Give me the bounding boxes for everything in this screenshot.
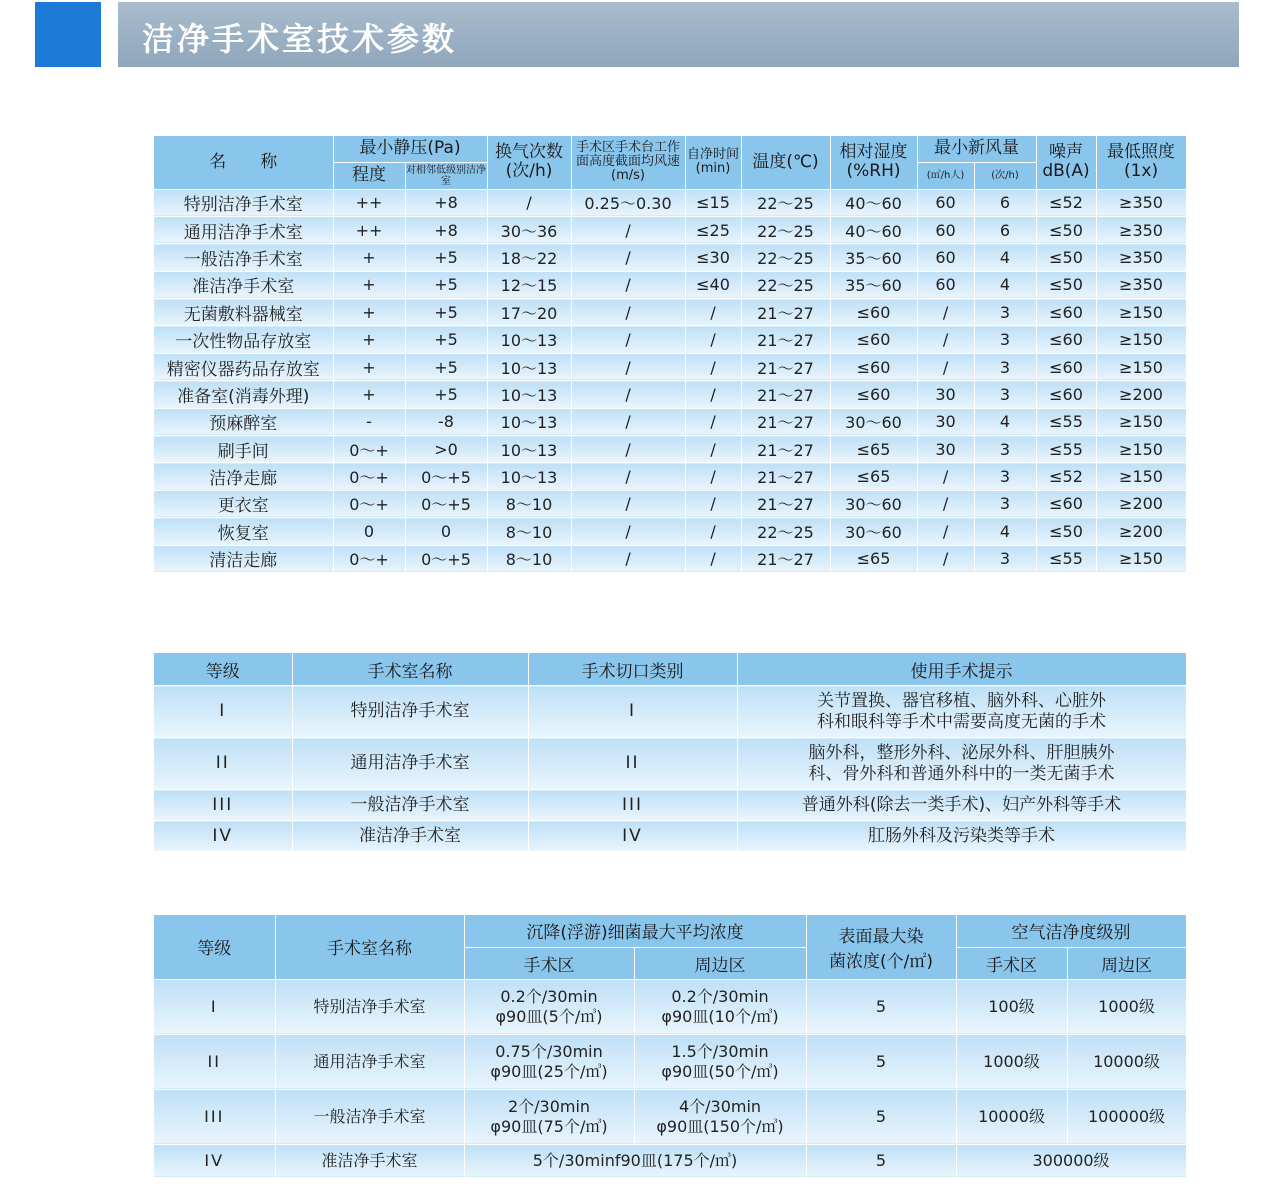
room-name-cell: 清洁走廊 bbox=[154, 545, 333, 572]
t2-header-tip: 使用手术提示 bbox=[737, 653, 1186, 686]
pressure-degree-cell: - bbox=[333, 408, 405, 435]
room-name-cell: 一次性物品存放室 bbox=[154, 326, 333, 353]
wind-speed-cell: / bbox=[571, 299, 685, 326]
fresh-air-cell: 30 bbox=[917, 408, 974, 435]
wind-speed-cell: / bbox=[571, 436, 685, 463]
humidity-cell: ≤60 bbox=[830, 299, 917, 326]
noise-cell: ≤52 bbox=[1036, 189, 1096, 216]
t3-header-room-name: 手术室名称 bbox=[275, 915, 464, 979]
wind-speed-cell: / bbox=[571, 326, 685, 353]
fresh-air-rate-cell: 3 bbox=[974, 353, 1036, 380]
operating-zone-cell bbox=[464, 1034, 634, 1089]
room-name-cell: 准洁净手术室 bbox=[292, 821, 528, 852]
fresh-air-cell: 60 bbox=[917, 189, 974, 216]
header-fresh-air-unit1: (㎥/h人) bbox=[917, 162, 974, 189]
fresh-air-rate-cell: 3 bbox=[974, 299, 1036, 326]
temperature-cell: 22～25 bbox=[741, 189, 830, 216]
fresh-air-rate-cell: 6 bbox=[974, 216, 1036, 243]
bacteria-cleanliness-table bbox=[154, 915, 1187, 1178]
pressure-adjacent-cell: +5 bbox=[405, 326, 487, 353]
self-clean-cell: / bbox=[685, 326, 741, 353]
humidity-cell: 30～60 bbox=[830, 408, 917, 435]
room-name-cell: 准洁净手术室 bbox=[154, 271, 333, 298]
wind-speed-cell: / bbox=[571, 353, 685, 380]
header-humidity bbox=[830, 136, 917, 189]
t3-header-clean-operating: 手术区 bbox=[956, 947, 1067, 979]
wind-speed-cell: / bbox=[571, 271, 685, 298]
operating-room-grade-table bbox=[154, 653, 1187, 852]
noise-cell: ≤55 bbox=[1036, 408, 1096, 435]
pressure-degree-cell: 0～+ bbox=[333, 490, 405, 517]
table-row bbox=[154, 1144, 1186, 1177]
table-row bbox=[154, 326, 1186, 353]
table-row bbox=[154, 381, 1186, 408]
table-row bbox=[154, 408, 1186, 435]
table-row bbox=[154, 979, 1186, 1034]
t3-header-operating-zone: 手术区 bbox=[464, 947, 634, 979]
technical-parameters-table bbox=[154, 136, 1187, 573]
t2-header-room-name: 手术室名称 bbox=[292, 653, 528, 686]
air-change-cell: / bbox=[487, 189, 571, 216]
air-change-cell: 10～13 bbox=[487, 436, 571, 463]
self-clean-cell: / bbox=[685, 436, 741, 463]
pressure-adjacent-cell: +8 bbox=[405, 216, 487, 243]
fresh-air-rate-cell: 3 bbox=[974, 436, 1036, 463]
pressure-degree-cell: + bbox=[333, 381, 405, 408]
grade-cell: III bbox=[154, 1089, 275, 1144]
value-line: φ90皿(150个/㎥) bbox=[656, 1116, 784, 1136]
clean-operating-cell: 10000级 bbox=[956, 1089, 1067, 1144]
pressure-adjacent-cell: +5 bbox=[405, 381, 487, 408]
tip-cell bbox=[737, 738, 1186, 790]
table-row bbox=[154, 216, 1186, 243]
room-name-cell: 准备室(消毒外理) bbox=[154, 381, 333, 408]
illuminance-cell: ≥200 bbox=[1096, 490, 1186, 517]
tip-line: 关节置换、器官移植、脑外科、心脏外 bbox=[817, 690, 1106, 711]
table-row bbox=[154, 738, 1186, 790]
table-row bbox=[154, 821, 1186, 852]
wind-speed-cell: / bbox=[571, 490, 685, 517]
header-noise bbox=[1036, 136, 1096, 189]
room-name-cell: 特别洁净手术室 bbox=[292, 686, 528, 738]
grade-cell: IV bbox=[154, 821, 292, 852]
temperature-cell: 21～27 bbox=[741, 326, 830, 353]
room-name-cell: 精密仪器药品存放室 bbox=[154, 353, 333, 380]
fresh-air-rate-cell: 3 bbox=[974, 490, 1036, 517]
operating-zone-cell bbox=[464, 1089, 634, 1144]
self-clean-cell: ≤30 bbox=[685, 244, 741, 271]
illuminance-cell: ≥150 bbox=[1096, 545, 1186, 572]
room-name-cell: 通用洁净手术室 bbox=[275, 1034, 464, 1089]
illuminance-cell: ≥150 bbox=[1096, 326, 1186, 353]
grade-cell: II bbox=[154, 738, 292, 790]
value-line: φ90皿(5个/㎥) bbox=[495, 1006, 603, 1026]
humidity-cell: 35～60 bbox=[830, 271, 917, 298]
room-name-cell: 特别洁净手术室 bbox=[154, 189, 333, 216]
header-self-clean-text: 自净时间(min) bbox=[687, 147, 740, 177]
tip-cell: 肛肠外科及污染类等手术 bbox=[737, 821, 1186, 852]
noise-cell: ≤60 bbox=[1036, 490, 1096, 517]
fresh-air-rate-cell: 6 bbox=[974, 189, 1036, 216]
fresh-air-cell: / bbox=[917, 518, 974, 545]
t3-header-surface bbox=[806, 915, 956, 979]
illuminance-cell: ≥150 bbox=[1096, 408, 1186, 435]
fresh-air-cell: / bbox=[917, 353, 974, 380]
pressure-degree-cell: + bbox=[333, 271, 405, 298]
self-clean-cell: / bbox=[685, 408, 741, 435]
tip-line: 科、骨外科和普通外科中的一类无菌手术 bbox=[808, 763, 1115, 784]
fresh-air-cell: 60 bbox=[917, 271, 974, 298]
header-temperature: 温度(℃) bbox=[741, 136, 830, 189]
header-name: 名 称 bbox=[154, 136, 333, 189]
peripheral-zone-cell bbox=[634, 1089, 806, 1144]
value-line: 0.75个/30min bbox=[495, 1041, 603, 1061]
wind-speed-cell: / bbox=[571, 381, 685, 408]
table-row bbox=[154, 1089, 1186, 1144]
self-clean-cell: / bbox=[685, 353, 741, 380]
pressure-adjacent-cell: 0～+5 bbox=[405, 545, 487, 572]
header-fresh-air-unit2: (次/h) bbox=[974, 162, 1036, 189]
t2-header-grade: 等级 bbox=[154, 653, 292, 686]
grade-cell: II bbox=[154, 1034, 275, 1089]
room-name-cell: 一般洁净手术室 bbox=[154, 244, 333, 271]
illuminance-cell: ≥350 bbox=[1096, 216, 1186, 243]
room-name-cell: 通用洁净手术室 bbox=[154, 216, 333, 243]
t3-header-cleanliness: 空气洁净度级别 bbox=[956, 915, 1186, 947]
pressure-degree-cell: + bbox=[333, 244, 405, 271]
surface-cell: 5 bbox=[806, 1144, 956, 1177]
t3-header-surface-line2: 菌浓度(个/㎡) bbox=[829, 951, 934, 972]
header-self-clean bbox=[685, 136, 741, 189]
surface-cell: 5 bbox=[806, 1034, 956, 1089]
noise-cell: ≤50 bbox=[1036, 271, 1096, 298]
fresh-air-cell: / bbox=[917, 463, 974, 490]
air-change-cell: 8～10 bbox=[487, 545, 571, 572]
room-name-cell: 准洁净手术室 bbox=[275, 1144, 464, 1177]
illuminance-cell: ≥150 bbox=[1096, 436, 1186, 463]
temperature-cell: 21～27 bbox=[741, 408, 830, 435]
wind-speed-cell: / bbox=[571, 216, 685, 243]
fresh-air-cell: / bbox=[917, 545, 974, 572]
table-row bbox=[154, 436, 1186, 463]
value-line: 2个/30min bbox=[507, 1096, 591, 1116]
t3-header-bacteria: 沉降(浮游)细菌最大平均浓度 bbox=[464, 915, 806, 947]
header-pressure-adjacent bbox=[405, 162, 487, 189]
humidity-cell: ≤60 bbox=[830, 381, 917, 408]
noise-cell: ≤60 bbox=[1036, 299, 1096, 326]
grade-cell: I bbox=[154, 979, 275, 1034]
header-wind-speed bbox=[571, 136, 685, 189]
tip-cell: 普通外科(除去一类手术)、妇产外科等手术 bbox=[737, 790, 1186, 821]
value-line: 1.5个/30min bbox=[671, 1041, 769, 1061]
header-static-pressure: 最小静压(Pa) bbox=[333, 136, 487, 162]
room-name-cell: 更衣室 bbox=[154, 490, 333, 517]
noise-cell: ≤50 bbox=[1036, 518, 1096, 545]
bacteria-combined-cell: 5个/30minf90皿(175个/㎥) bbox=[464, 1144, 806, 1177]
self-clean-cell: / bbox=[685, 490, 741, 517]
room-name-cell: 通用洁净手术室 bbox=[292, 738, 528, 790]
table-row bbox=[154, 463, 1186, 490]
temperature-cell: 21～27 bbox=[741, 353, 830, 380]
value-line: 0.2个/30min bbox=[500, 986, 598, 1006]
clean-combined-cell: 300000级 bbox=[956, 1144, 1186, 1177]
fresh-air-rate-cell: 3 bbox=[974, 545, 1036, 572]
value-line: 4个/30min bbox=[678, 1096, 762, 1116]
fresh-air-rate-cell: 4 bbox=[974, 518, 1036, 545]
clean-operating-cell: 1000级 bbox=[956, 1034, 1067, 1089]
header-bar bbox=[118, 2, 1239, 67]
room-name-cell: 特别洁净手术室 bbox=[275, 979, 464, 1034]
tip-cell bbox=[737, 686, 1186, 738]
fresh-air-rate-cell: 3 bbox=[974, 463, 1036, 490]
header-illuminance-text: 最低照度(1x) bbox=[1107, 142, 1176, 182]
air-change-cell: 10～13 bbox=[487, 408, 571, 435]
pressure-adjacent-cell: +5 bbox=[405, 299, 487, 326]
pressure-adjacent-cell: 0 bbox=[405, 518, 487, 545]
humidity-cell: ≤65 bbox=[830, 436, 917, 463]
noise-cell: ≤60 bbox=[1036, 326, 1096, 353]
value-line: φ90皿(75个/㎥) bbox=[490, 1116, 608, 1136]
table-row bbox=[154, 518, 1186, 545]
humidity-cell: 30～60 bbox=[830, 490, 917, 517]
fresh-air-cell: 30 bbox=[917, 436, 974, 463]
self-clean-cell: / bbox=[685, 381, 741, 408]
grade-cell: I bbox=[154, 686, 292, 738]
noise-cell: ≤50 bbox=[1036, 216, 1096, 243]
fresh-air-cell: / bbox=[917, 326, 974, 353]
peripheral-zone-cell bbox=[634, 979, 806, 1034]
temperature-cell: 21～27 bbox=[741, 436, 830, 463]
grade-cell: III bbox=[154, 790, 292, 821]
wind-speed-cell: / bbox=[571, 545, 685, 572]
humidity-cell: ≤65 bbox=[830, 463, 917, 490]
noise-cell: ≤52 bbox=[1036, 463, 1096, 490]
wind-speed-cell: 0.25～0.30 bbox=[571, 189, 685, 216]
room-name-cell: 刷手间 bbox=[154, 436, 333, 463]
pressure-adjacent-cell: +5 bbox=[405, 271, 487, 298]
humidity-cell: 40～60 bbox=[830, 216, 917, 243]
clean-peripheral-cell: 100000级 bbox=[1067, 1089, 1186, 1144]
table-row bbox=[154, 490, 1186, 517]
humidity-cell: 30～60 bbox=[830, 518, 917, 545]
noise-cell: ≤60 bbox=[1036, 381, 1096, 408]
noise-cell: ≤55 bbox=[1036, 436, 1096, 463]
incision-cell: IV bbox=[528, 821, 737, 852]
illuminance-cell: ≥150 bbox=[1096, 299, 1186, 326]
humidity-cell: ≤60 bbox=[830, 326, 917, 353]
humidity-cell: ≤60 bbox=[830, 353, 917, 380]
pressure-degree-cell: + bbox=[333, 326, 405, 353]
self-clean-cell: / bbox=[685, 518, 741, 545]
table-row bbox=[154, 244, 1186, 271]
pressure-degree-cell: 0～+ bbox=[333, 436, 405, 463]
t3-header-surface-line1: 表面最大染 bbox=[838, 926, 924, 947]
self-clean-cell: / bbox=[685, 299, 741, 326]
pressure-degree-cell: ++ bbox=[333, 216, 405, 243]
illuminance-cell: ≥350 bbox=[1096, 271, 1186, 298]
fresh-air-rate-cell: 3 bbox=[974, 381, 1036, 408]
table-row bbox=[154, 1034, 1186, 1089]
air-change-cell: 8～10 bbox=[487, 490, 571, 517]
fresh-air-cell: / bbox=[917, 299, 974, 326]
table-row bbox=[154, 686, 1186, 738]
self-clean-cell: ≤40 bbox=[685, 271, 741, 298]
illuminance-cell: ≥350 bbox=[1096, 189, 1186, 216]
value-line: φ90皿(50个/㎥) bbox=[661, 1061, 779, 1081]
table-row bbox=[154, 353, 1186, 380]
tip-line: 脑外科，整形外科、泌尿外科、肝胆胰外 bbox=[808, 742, 1115, 763]
self-clean-cell: / bbox=[685, 463, 741, 490]
pressure-adjacent-cell: +8 bbox=[405, 189, 487, 216]
air-change-cell: 12～15 bbox=[487, 271, 571, 298]
temperature-cell: 22～25 bbox=[741, 244, 830, 271]
pressure-degree-cell: 0～+ bbox=[333, 545, 405, 572]
incision-cell: II bbox=[528, 738, 737, 790]
noise-cell: ≤50 bbox=[1036, 244, 1096, 271]
value-line: φ90皿(25个/㎥) bbox=[490, 1061, 608, 1081]
table-row bbox=[154, 545, 1186, 572]
room-name-cell: 预麻醉室 bbox=[154, 408, 333, 435]
table-row bbox=[154, 189, 1186, 216]
illuminance-cell: ≥150 bbox=[1096, 353, 1186, 380]
illuminance-cell: ≥200 bbox=[1096, 518, 1186, 545]
wind-speed-cell: / bbox=[571, 244, 685, 271]
pressure-degree-cell: 0～+ bbox=[333, 463, 405, 490]
illuminance-cell: ≥350 bbox=[1096, 244, 1186, 271]
t2-header-incision: 手术切口类别 bbox=[528, 653, 737, 686]
fresh-air-rate-cell: 4 bbox=[974, 271, 1036, 298]
header-fresh-air: 最小新风量 bbox=[917, 136, 1036, 162]
temperature-cell: 21～27 bbox=[741, 545, 830, 572]
self-clean-cell: ≤15 bbox=[685, 189, 741, 216]
pressure-adjacent-cell: -8 bbox=[405, 408, 487, 435]
air-change-cell: 10～13 bbox=[487, 353, 571, 380]
wind-speed-cell: / bbox=[571, 463, 685, 490]
room-name-cell: 一般洁净手术室 bbox=[275, 1089, 464, 1144]
grade-cell: IV bbox=[154, 1144, 275, 1177]
header-air-change bbox=[487, 136, 571, 189]
room-name-cell: 无菌敷料器械室 bbox=[154, 299, 333, 326]
header-accent-block bbox=[35, 2, 101, 67]
fresh-air-cell: / bbox=[917, 490, 974, 517]
noise-cell: ≤60 bbox=[1036, 353, 1096, 380]
header-pressure-degree: 程度 bbox=[333, 162, 405, 189]
pressure-adjacent-cell: +5 bbox=[405, 244, 487, 271]
table-row bbox=[154, 299, 1186, 326]
t3-header-clean-peripheral: 周边区 bbox=[1067, 947, 1186, 979]
noise-cell: ≤55 bbox=[1036, 545, 1096, 572]
temperature-cell: 22～25 bbox=[741, 216, 830, 243]
pressure-degree-cell: + bbox=[333, 299, 405, 326]
wind-speed-cell: / bbox=[571, 408, 685, 435]
humidity-cell: 35～60 bbox=[830, 244, 917, 271]
tip-line: 科和眼科等手术中需要高度无菌的手术 bbox=[817, 711, 1106, 732]
air-change-cell: 17～20 bbox=[487, 299, 571, 326]
pressure-degree-cell: + bbox=[333, 353, 405, 380]
header-wind-speed-text: 手术区手术台工作面高度截面均风速(m/s) bbox=[576, 140, 681, 184]
temperature-cell: 21～27 bbox=[741, 381, 830, 408]
air-change-cell: 8～10 bbox=[487, 518, 571, 545]
temperature-cell: 21～27 bbox=[741, 463, 830, 490]
fresh-air-cell: 60 bbox=[917, 216, 974, 243]
table-row bbox=[154, 790, 1186, 821]
self-clean-cell: ≤25 bbox=[685, 216, 741, 243]
air-change-cell: 10～13 bbox=[487, 463, 571, 490]
pressure-degree-cell: ++ bbox=[333, 189, 405, 216]
self-clean-cell: / bbox=[685, 545, 741, 572]
table-row bbox=[154, 271, 1186, 298]
wind-speed-cell: / bbox=[571, 518, 685, 545]
fresh-air-cell: 30 bbox=[917, 381, 974, 408]
temperature-cell: 21～27 bbox=[741, 299, 830, 326]
room-name-cell: 恢复室 bbox=[154, 518, 333, 545]
page-title: 洁净手术室技术参数 bbox=[142, 20, 458, 58]
header-illuminance bbox=[1096, 136, 1186, 189]
operating-zone-cell bbox=[464, 979, 634, 1034]
fresh-air-rate-cell: 3 bbox=[974, 326, 1036, 353]
illuminance-cell: ≥200 bbox=[1096, 381, 1186, 408]
air-change-cell: 10～13 bbox=[487, 326, 571, 353]
temperature-cell: 21～27 bbox=[741, 490, 830, 517]
header-air-change-text: 换气次数(次/h) bbox=[495, 142, 564, 182]
air-change-cell: 18～22 bbox=[487, 244, 571, 271]
room-name-cell: 一般洁净手术室 bbox=[292, 790, 528, 821]
air-change-cell: 10～13 bbox=[487, 381, 571, 408]
pressure-adjacent-cell: 0～+5 bbox=[405, 490, 487, 517]
incision-cell: III bbox=[528, 790, 737, 821]
fresh-air-rate-cell: 4 bbox=[974, 244, 1036, 271]
humidity-cell: ≤65 bbox=[830, 545, 917, 572]
fresh-air-cell: 60 bbox=[917, 244, 974, 271]
surface-cell: 5 bbox=[806, 979, 956, 1034]
surface-cell: 5 bbox=[806, 1089, 956, 1144]
temperature-cell: 22～25 bbox=[741, 518, 830, 545]
pressure-adjacent-cell: >0 bbox=[405, 436, 487, 463]
clean-peripheral-cell: 10000级 bbox=[1067, 1034, 1186, 1089]
header-noise-text: 噪声dB(A) bbox=[1042, 142, 1090, 182]
clean-operating-cell: 100级 bbox=[956, 979, 1067, 1034]
fresh-air-rate-cell: 4 bbox=[974, 408, 1036, 435]
air-change-cell: 30～36 bbox=[487, 216, 571, 243]
t3-header-peripheral-zone: 周边区 bbox=[634, 947, 806, 979]
room-name-cell: 洁净走廊 bbox=[154, 463, 333, 490]
header-humidity-text: 相对湿度(%RH) bbox=[839, 142, 908, 182]
pressure-degree-cell: 0 bbox=[333, 518, 405, 545]
clean-peripheral-cell: 1000级 bbox=[1067, 979, 1186, 1034]
humidity-cell: 40～60 bbox=[830, 189, 917, 216]
peripheral-zone-cell bbox=[634, 1034, 806, 1089]
illuminance-cell: ≥150 bbox=[1096, 463, 1186, 490]
temperature-cell: 22～25 bbox=[741, 271, 830, 298]
header-pressure-adjacent-text: 对相邻低级别洁净室 bbox=[406, 164, 486, 187]
t3-header-grade: 等级 bbox=[154, 915, 275, 979]
value-line: φ90皿(10个/㎥) bbox=[661, 1006, 779, 1026]
pressure-adjacent-cell: 0～+5 bbox=[405, 463, 487, 490]
value-line: 0.2个/30min bbox=[671, 986, 769, 1006]
incision-cell: I bbox=[528, 686, 737, 738]
pressure-adjacent-cell: +5 bbox=[405, 353, 487, 380]
